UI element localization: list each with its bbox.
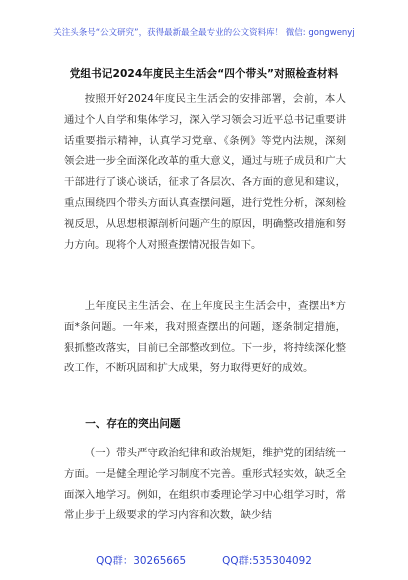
rectification-paragraph: 上年度民主生活会、在上年度民主生活会中，查摆出*方面*条问题。一年来，我对照查摆出的问题，逐条制定措施，狠抓整改落实，目前已全部整改到位。下一步，将持续深化整改工作，不断巩固和扩大成果，努力取得更好的成效。	[64, 300, 346, 375]
footer-qq-left: QQ群：30265665	[96, 555, 187, 567]
header-banner: 关注头条号“公文研究”，获得最新最全最专业的公文资料库！ 微信: gongwenyj	[53, 28, 355, 38]
footer-qq-right: QQ群:535304092	[222, 555, 312, 567]
intro-paragraph: 按照开好2024年度民主生活会的安排部署，会前，本人通过个人自学和集体学习，深入学习领会习近平总书记重要讲话重要指示精神，认真学习党章、《条例》等党内法规，深刻领会进一步全面深化改革的重大意义，通过与班子成员和广大干部进行了谈心谈话，征求了各层次、各方面的意见和建议，重点围绕四个带头方面认真查摆问题，进行党性分析，深刻检视反思，从思想根源剖析问题产生的原因，明确整改措施和努力方向。现将个人对照查摆情况报告如下。	[64, 93, 346, 251]
subsection-paragraph: （一）带头严守政治纪律和政治规矩，维护党的团结统一方面。一是健全理论学习制度不完善。重形式轻实效，缺乏全面深入地学习。例如，在组织市委理论学习中心组学习时，常常止步于上级要求的学习内容和次数，缺少结	[64, 447, 346, 522]
section-heading: 一、存在的突出问题	[85, 418, 181, 430]
document-title: 党组书记2024年度民主生活会“四个带头”对照检查材料	[69, 68, 339, 80]
footer-qq-groups	[0, 552, 408, 567]
